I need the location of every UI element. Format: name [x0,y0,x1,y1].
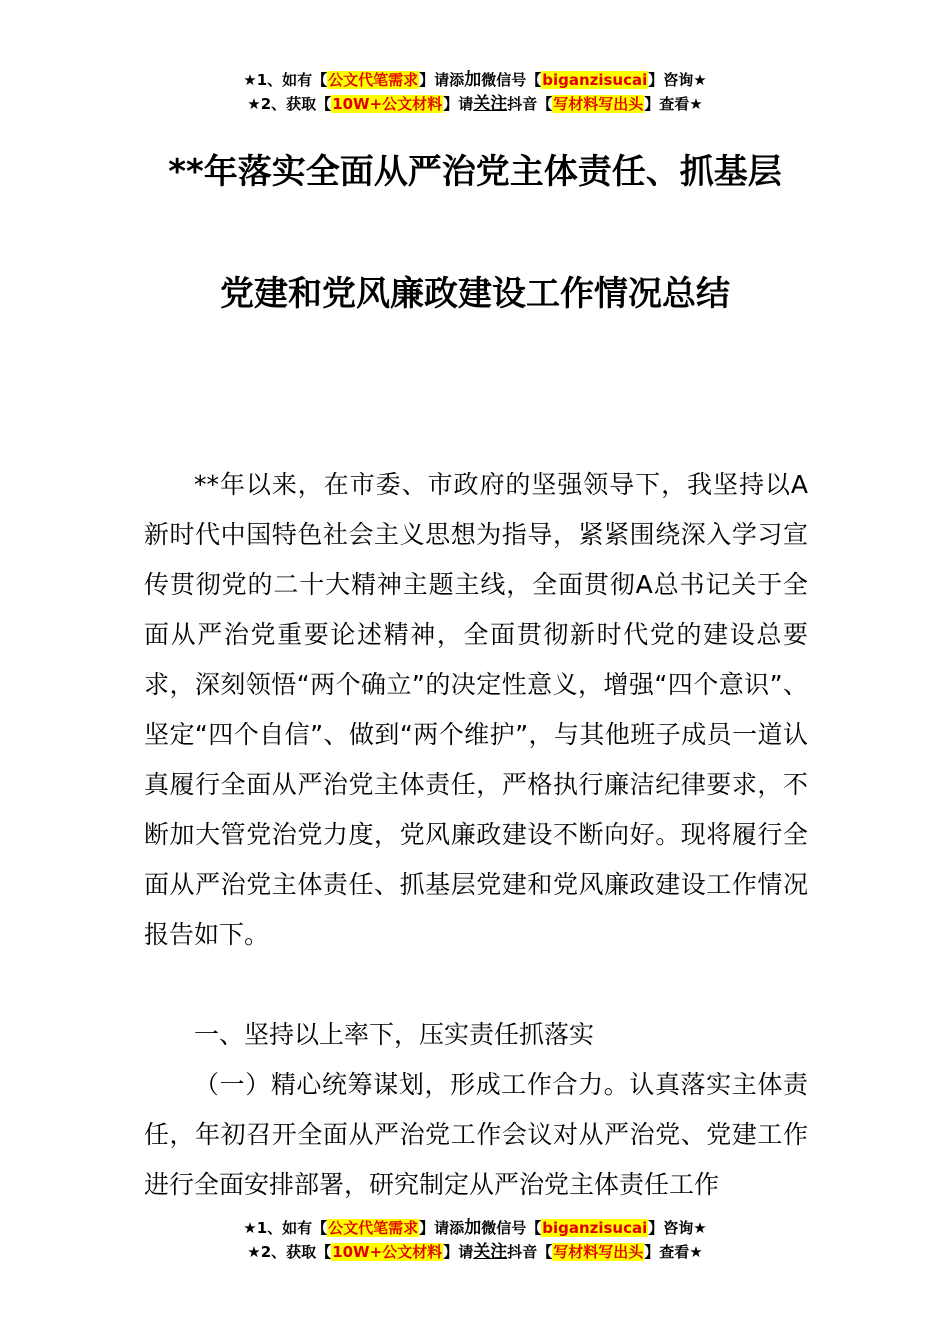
banner-emphasis: 关注 [473,94,508,114]
banner-text: ★2、获取【 [247,95,332,113]
banner-text: 】请添 [419,71,465,89]
header-banner [0,68,950,116]
banner-text: 】咨询★ [648,1219,707,1237]
banner-text: 微信号【 [481,71,542,89]
banner-text: 】查看★ [644,95,703,113]
banner-line-2 [0,92,950,116]
body-paragraph: （一）精心统筹谋划，形成工作合力。认真落实主体责任，年初召开全面从严治党工作会议对从严治党、党建工作进行全面安排部署，研究制定从严治党主体责任工作 [144,1070,808,1199]
banner-line-2 [0,1240,950,1264]
banner-text: 】查看★ [644,1243,703,1261]
banner-highlight: biganzisucai [542,1219,648,1237]
banner-line-1 [0,1216,950,1240]
banner-text: 】请 [443,1243,474,1261]
banner-highlight: 公文代笔需求 [328,1219,419,1237]
document-body [144,460,808,1210]
banner-text: ★1、如有【 [243,71,328,89]
banner-text: ★1、如有【 [243,1219,328,1237]
banner-emphasis: 关注 [473,1242,508,1262]
document-title-line-1: **年落实全面从严治党主体责任、抓基层 [168,152,782,192]
banner-text: 】请添 [419,1219,465,1237]
banner-highlight: 10W+公文材料 [332,1243,443,1261]
banner-text: 抖音【 [507,95,553,113]
banner-text: 】咨询★ [648,71,707,89]
banner-line-1 [0,68,950,92]
document-title-line-2: 党建和党风廉政建设工作情况总结 [220,274,730,314]
banner-emphasis: 加 [464,1218,482,1238]
footer-banner [0,1216,950,1264]
banner-emphasis: 加 [464,70,482,90]
banner-highlight: 10W+公文材料 [332,95,443,113]
banner-highlight: 写材料写出头 [553,1243,644,1261]
banner-highlight: 写材料写出头 [553,95,644,113]
banner-highlight: biganzisucai [542,71,648,89]
section-heading: 一、坚持以上率下，压实责任抓落实 [194,1020,595,1049]
intro-paragraph: **年以来，在市委、市政府的坚强领导下，我坚持以A新时代中国特色社会主义思想为指导，紧紧围绕深入学习宣传贯彻党的二十大精神主题主线，全面贯彻A总书记关于全面从严治党重要论述精神，全面贯彻新时代党的建设总要求，深刻领悟“两个确立”的决定性意义，增强“四个意识”、坚定“四个自信”、做到“两个维护”，与其他班子成员一道认真履行全面从严治党主体责任，严格执行廉洁纪律要求，不断加大管党治党力度，党风廉政建设不断向好。现将履行全面从严治党主体责任、抓基层党建和党风廉政建设工作情况报告如下。 [144,470,808,949]
banner-highlight: 公文代笔需求 [328,71,419,89]
paragraph-gap [144,960,808,1010]
banner-text: 微信号【 [481,1219,542,1237]
banner-text: ★2、获取【 [247,1243,332,1261]
banner-text: 抖音【 [507,1243,553,1261]
banner-text: 】请 [443,95,474,113]
